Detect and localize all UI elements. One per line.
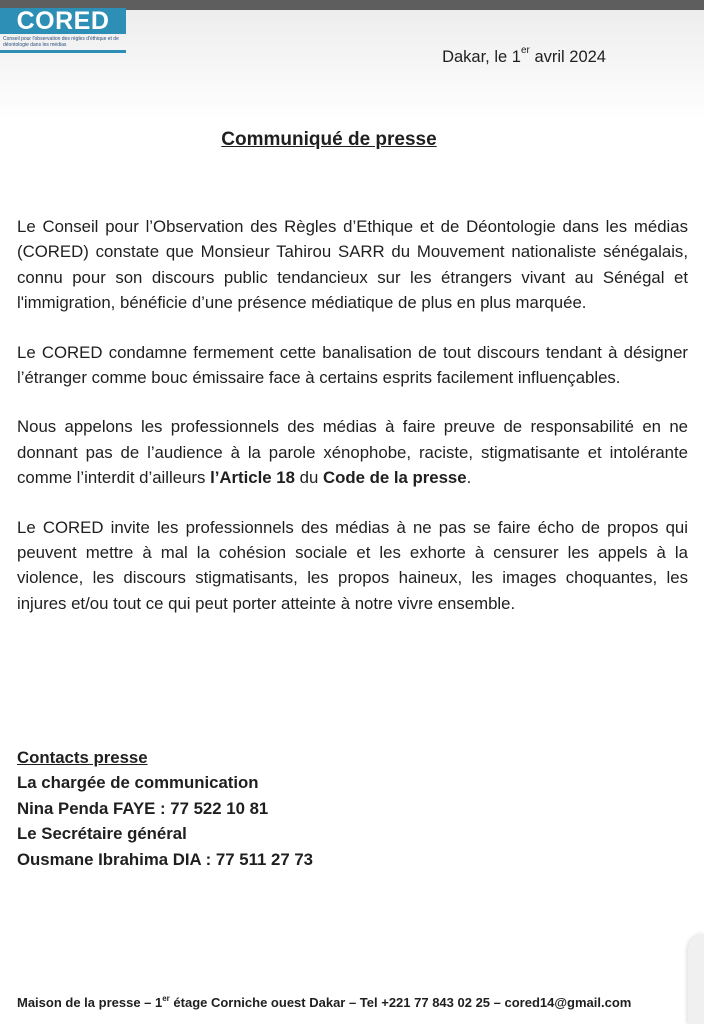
contact-person-2: Ousmane Ibrahima DIA : 77 511 27 73 bbox=[17, 849, 313, 869]
paragraph-3-text-3: . bbox=[466, 468, 472, 488]
footer-address bbox=[17, 995, 692, 1010]
paragraph-3-text-2: du bbox=[294, 468, 323, 488]
footer-sup: er bbox=[162, 994, 170, 1003]
footer-part-2: étage Corniche ouest Dakar – Tel +221 77 843 02 25 – cored14@gmail.com bbox=[169, 995, 632, 1010]
paragraph-2: Le CORED condamne fermement cette banalisation de tout discours tendant à désigner l’étranger comme bouc émissaire face à certains esprits facilement influençables. bbox=[17, 342, 688, 388]
paragraph-3 bbox=[17, 414, 688, 490]
paragraph-1: Le Conseil pour l’Observation des Règles d’Ethique et de Déontologie dans les médias (CORED) constate que Monsieur Tahirou SARR du Mouvement nationaliste sénégalais, connu pour son discours public tendancieux sur les étrangers vivant au Sénégal et l'immigration, bénéficie d’une présence médiatique de plus en plus marquée. bbox=[17, 217, 688, 313]
logo-underline bbox=[0, 50, 126, 53]
contact-role-1: La chargée de communication bbox=[17, 773, 259, 793]
press-code-reference: Code de la presse bbox=[322, 468, 467, 488]
contact-role-2: Le Secrétaire général bbox=[17, 824, 187, 844]
date-prefix: Dakar, le 1 bbox=[442, 48, 521, 66]
paragraph-3-text-1: Nous appelons les professionnels des médias à faire preuve de responsabilité en ne donnant pas de l’audience à la parole xénophobe, raciste, stigmatisante et intolérante comme l’interdit d’ailleurs bbox=[17, 417, 688, 488]
logo-wordmark: CORED bbox=[0, 8, 126, 34]
contact-person-1: Nina Penda FAYE : 77 522 10 81 bbox=[17, 798, 269, 818]
date-suffix: avril 2024 bbox=[529, 48, 606, 66]
cored-logo bbox=[0, 8, 126, 54]
article-18-reference: l’Article 18 bbox=[210, 468, 295, 488]
document-body bbox=[17, 214, 688, 640]
press-contacts bbox=[17, 745, 313, 872]
paragraph-4: Le CORED invite les professionnels des médias à ne pas se faire écho de propos qui peuvent mettre à mal la cohésion sociale et les exhorte à censurer les appels à la violence, les discours stigmatisants, les propos haineux, les images choquantes, les injures et/ou tout ce qui peut porter atteinte à notre vivre ensemble. bbox=[17, 517, 688, 613]
document-title: Communiqué de presse bbox=[221, 129, 437, 150]
footer-part-1: Maison de la presse – 1 bbox=[17, 995, 163, 1010]
date-sup: er bbox=[520, 45, 530, 56]
logo-subtitle: Conseil pour l'observation des règles d'éthique et de déontologie dans les médias bbox=[3, 36, 119, 48]
contacts-heading: Contacts presse bbox=[17, 748, 148, 767]
page-curl-corner bbox=[688, 934, 704, 1024]
date-line bbox=[442, 45, 606, 67]
